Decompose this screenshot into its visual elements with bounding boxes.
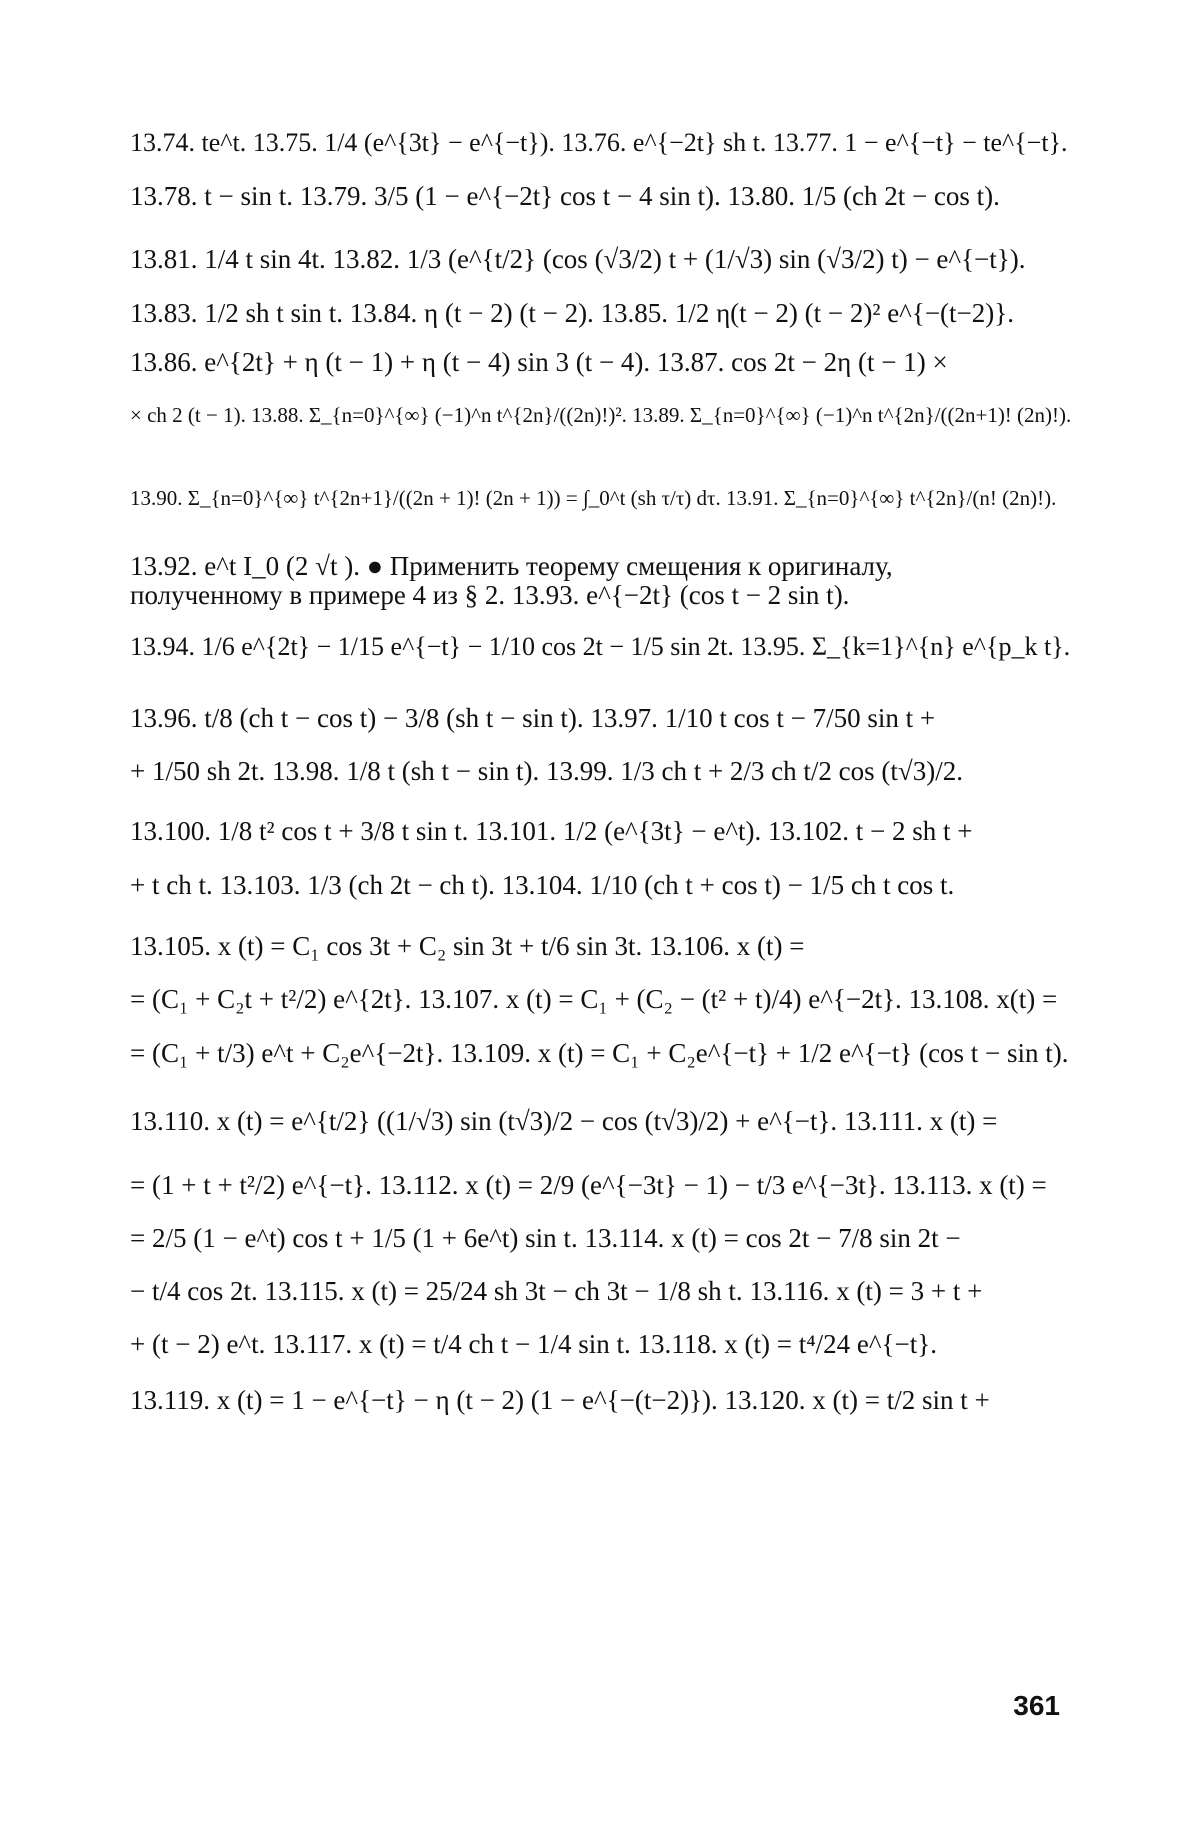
- answer-line: = (1 + t + t²/2) e^{−t}. 13.112. x (t) = 2/9 (e^{−3t} − 1) − t/3 e^{−3t}. 13.113. x (t) =: [130, 1170, 1047, 1200]
- answer-line: = (C₁ + t/3) e^t + C₂e^{−2t}. 13.109. x (t) = C₁ + C₂e^{−t} + 1/2 e^{−t} (cos t − sin t).: [130, 1038, 1069, 1068]
- answer-line: 13.81. 1/4 t sin 4t. 13.82. 1/3 (e^{t/2} (cos (√3/2) t + (1/√3) sin (√3/2) t) − e^{−t}).: [130, 244, 1026, 274]
- answer-line: + 1/50 sh 2t. 13.98. 1/8 t (sh t − sin t). 13.99. 1/3 ch t + 2/3 ch t/2 cos (t√3)/2.: [130, 756, 963, 786]
- answer-line: 13.105. x (t) = C₁ cos 3t + C₂ sin 3t + t/6 sin 3t. 13.106. x (t) =: [130, 931, 805, 961]
- page-number: 361: [1013, 1690, 1060, 1721]
- answer-line: 13.110. x (t) = e^{t/2} ((1/√3) sin (t√3)/2 − cos (t√3)/2) + e^{−t}. 13.111. x (t) =: [130, 1106, 998, 1136]
- answer-line: 13.96. t/8 (ch t − cos t) − 3/8 (sh t − sin t). 13.97. 1/10 t cos t − 7/50 sin t +: [130, 703, 936, 733]
- answer-line: × ch 2 (t − 1). 13.88. Σ_{n=0}^{∞} (−1)^n t^{2n}/((2n)!)². 13.89. Σ_{n=0}^{∞} (−1)^n t^{2n}/((2n+1)! (2n)!).: [130, 403, 1072, 427]
- answer-line: 13.94. 1/6 e^{2t} − 1/15 e^{−t} − 1/10 cos 2t − 1/5 sin 2t. 13.95. Σ_{k=1}^{n} e^{p_k t}.: [130, 632, 1071, 661]
- answer-line: 13.83. 1/2 sh t sin t. 13.84. η (t − 2) (t − 2). 13.85. 1/2 η(t − 2) (t − 2)² e^{−(t−2)}.: [130, 298, 1014, 328]
- answer-line: 13.78. t − sin t. 13.79. 3/5 (1 − e^{−2t} cos t − 4 sin t). 13.80. 1/5 (ch 2t − cos t).: [130, 181, 1000, 211]
- answer-line: + t ch t. 13.103. 1/3 (ch 2t − ch t). 13.104. 1/10 (ch t + cos t) − 1/5 ch t cos t.: [130, 870, 955, 900]
- answer-line: 13.100. 1/8 t² cos t + 3/8 t sin t. 13.101. 1/2 (e^{3t} − e^t). 13.102. t − 2 sh t +: [130, 816, 973, 846]
- answer-line: + (t − 2) e^t. 13.117. x (t) = t/4 ch t − 1/4 sin t. 13.118. x (t) = t⁴/24 e^{−t}.: [130, 1329, 937, 1359]
- answer-line: полученному в примере 4 из § 2. 13.93. e^{−2t} (cos t − 2 sin t).: [130, 580, 850, 610]
- answer-line: 13.86. e^{2t} + η (t − 1) + η (t − 4) sin 3 (t − 4). 13.87. cos 2t − 2η (t − 1) ×: [130, 347, 948, 377]
- answer-line: 13.74. te^t. 13.75. 1/4 (e^{3t} − e^{−t}). 13.76. e^{−2t} sh t. 13.77. 1 − e^{−t} − te^{−t}.: [130, 128, 1068, 157]
- answer-line: − t/4 cos 2t. 13.115. x (t) = 25/24 sh 3t − ch 3t − 1/8 sh t. 13.116. x (t) = 3 + t +: [130, 1276, 983, 1306]
- answer-line: 13.92. e^t I_0 (2 √t ). ● Применить теорему смещения к оригиналу,: [130, 551, 893, 581]
- answer-line: = (C₁ + C₂t + t²/2) e^{2t}. 13.107. x (t) = C₁ + (C₂ − (t² + t)/4) e^{−2t}. 13.108. x(t) =: [130, 984, 1058, 1014]
- answer-line: 13.119. x (t) = 1 − e^{−t} − η (t − 2) (1 − e^{−(t−2)}). 13.120. x (t) = t/2 sin t +: [130, 1385, 990, 1415]
- answer-line: = 2/5 (1 − e^t) cos t + 1/5 (1 + 6e^t) sin t. 13.114. x (t) = cos 2t − 7/8 sin 2t −: [130, 1223, 961, 1253]
- answer-line: 13.90. Σ_{n=0}^{∞} t^{2n+1}/((2n + 1)! (2n + 1)) = ∫_0^t (sh τ/τ) dτ. 13.91. Σ_{n=0}^{∞} t^{2n}/(n! (2n)!).: [130, 486, 1057, 510]
